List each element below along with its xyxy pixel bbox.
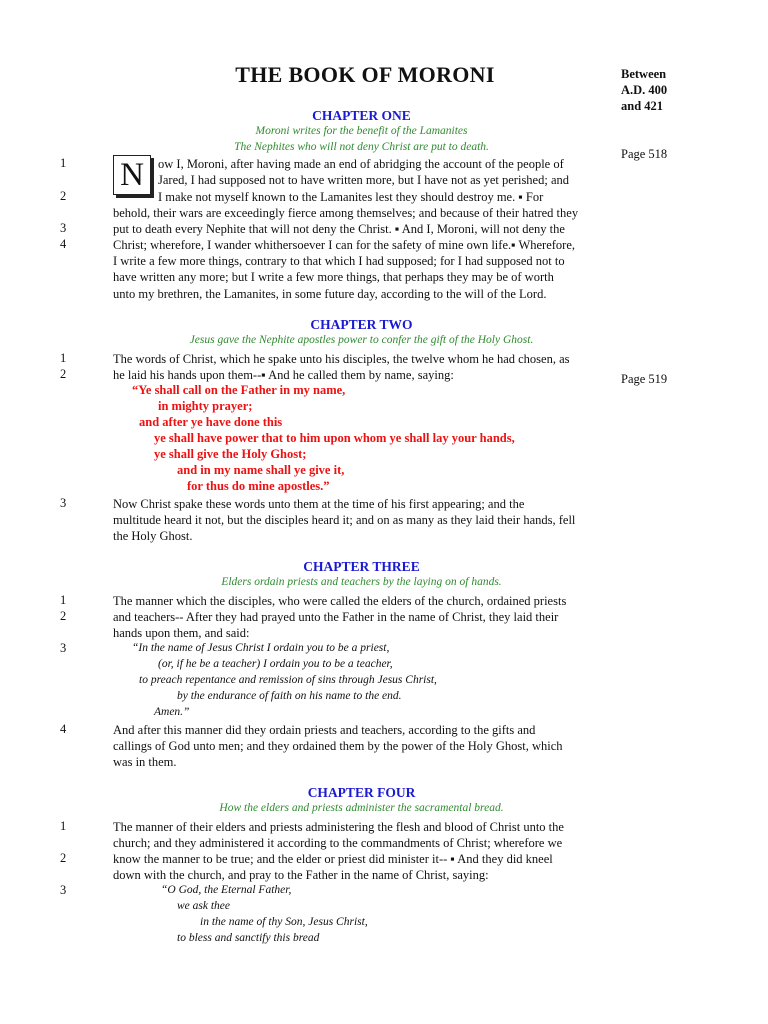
text-line: I write a few more things, contrary to that which I had supposed; for I had supposed not to [113,254,565,268]
verse-number: 1 [60,593,67,607]
text-line: was in them. [113,755,177,769]
text-line: down with the church, and pray to the Father in the name of Christ, saying: [113,868,489,882]
book-title: THE BOOK OF MORONI [235,62,495,87]
quote-line: for thus do mine apostles.” [187,479,330,493]
verse-number: 3 [60,496,67,510]
verse-number: 1 [60,351,67,365]
text-line: The manner which the disciples, who were called the elders of the church, ordained priests [113,594,567,608]
text-line: the Holy Ghost. [113,529,193,543]
text-line: Now Christ spake these words unto them at the time of his first appearing; and the [113,497,525,511]
verse-number: 1 [60,156,67,170]
text-line: unto my brethren, the Lamanites, in some future day, according to the will of the Lord. [113,287,547,301]
text-line: he laid his hands upon them--▪ And he called them by name, saying: [113,368,454,382]
date-line: Between [621,67,667,81]
quote-line: we ask thee [177,900,231,912]
quote-line: “Ye shall call on the Father in my name, [132,383,346,397]
verse-number: 3 [60,883,67,897]
text-line: have written any more; but I write a few more things, that perhaps they may be of worth [113,270,554,284]
text-line: ow I, Moroni, after having made an end of abridging the account of the people of [158,157,564,171]
text-line: behold, their wars are exceedingly fierce among themselves; and because of their hatred they [113,206,579,220]
verse-number: 3 [60,641,67,655]
verse-number: 1 [60,819,67,833]
page-ref: Page 518 [621,147,668,161]
date-line: and 421 [621,99,664,113]
verse-number: 3 [60,221,67,235]
chapter-heading: CHAPTER TWO [310,317,413,332]
quote-line: to preach repentance and remission of sins through Jesus Christ, [139,674,437,686]
chapter-summary: The Nephites who will not deny Christ are put to death. [234,141,489,153]
chapter-summary: Moroni writes for the benefit of the Lamanites [255,125,468,137]
quote-line: (or, if he be a teacher) I ordain you to be a teacher, [158,658,393,670]
date-line: A.D. 400 [621,83,668,97]
quote-line: and in my name shall ye give it, [177,463,345,477]
text-line: know the manner to be true; and the elder or priest did minister it-- ▪ And they did kneel [113,852,553,866]
verse-number: 2 [60,367,67,381]
chapter-summary: How the elders and priests administer the sacramental bread. [219,802,504,814]
quote-line: ye shall have power that to him upon whom ye shall lay your hands, [154,431,515,445]
quote-line: in the name of thy Son, Jesus Christ, [200,916,368,928]
verse-number: 2 [60,609,67,623]
text-line: hands upon them, and said: [113,626,250,640]
text-line: And after this manner did they ordain priests and teachers, according to the gifts and [113,723,536,737]
quote-line: in mighty prayer; [158,399,253,413]
text-line: The manner of their elders and priests administering the flesh and blood of Christ unto the [113,820,564,834]
quote-line: “O God, the Eternal Father, [161,884,292,896]
quote-line: Amen.” [154,706,190,718]
drop-cap: N [113,155,151,195]
verse-number: 2 [60,189,67,203]
chapter-summary: Jesus gave the Nephite apostles power to confer the gift of the Holy Ghost. [189,334,534,346]
text-line: Christ; wherefore, I wander whithersoever I can for the safety of mine own life.▪ Wherefore, [113,238,575,252]
text-line: put to death every Nephite that will not deny the Christ. ▪ And I, Moroni, will not deny the [113,222,565,236]
text-line: and teachers-- After they had prayed unto the Father in the name of Christ, they laid their [113,610,559,624]
quote-line: to bless and sanctify this bread [177,932,320,944]
text-line: The words of Christ, which he spake unto his disciples, the twelve whom he had chosen, as [113,352,570,366]
quote-line: by the endurance of faith on his name to the end. [177,690,402,702]
quote-line: ye shall give the Holy Ghost; [154,447,307,461]
page-ref: Page 519 [621,372,668,386]
chapter-heading: CHAPTER ONE [312,108,411,123]
chapter-summary: Elders ordain priests and teachers by the laying on of hands. [221,576,502,588]
date-note [621,66,667,114]
chapter-heading: CHAPTER FOUR [307,785,416,800]
chapter-heading: CHAPTER THREE [303,559,420,574]
verse-number: 2 [60,851,67,865]
verse-number: 4 [60,722,67,736]
text-line: callings of God unto men; and they ordained them by the power of the Holy Ghost, which [113,739,563,753]
text-line: I make not myself known to the Lamanites lest they should destroy me. ▪ For [158,190,544,204]
text-line: church; and they administered it according to the commandments of Christ; wherefore we [113,836,563,850]
text-line: Jared, I had supposed not to have written more, but I have not as yet perished; and [158,173,569,187]
quote-line: “In the name of Jesus Christ I ordain you to be a priest, [132,642,390,654]
verse-number: 4 [60,237,67,251]
text-line: multitude heard it not, but the disciples heard it; and on as many as they laid their hands, fell [113,513,576,527]
quote-line: and after ye have done this [139,415,283,429]
